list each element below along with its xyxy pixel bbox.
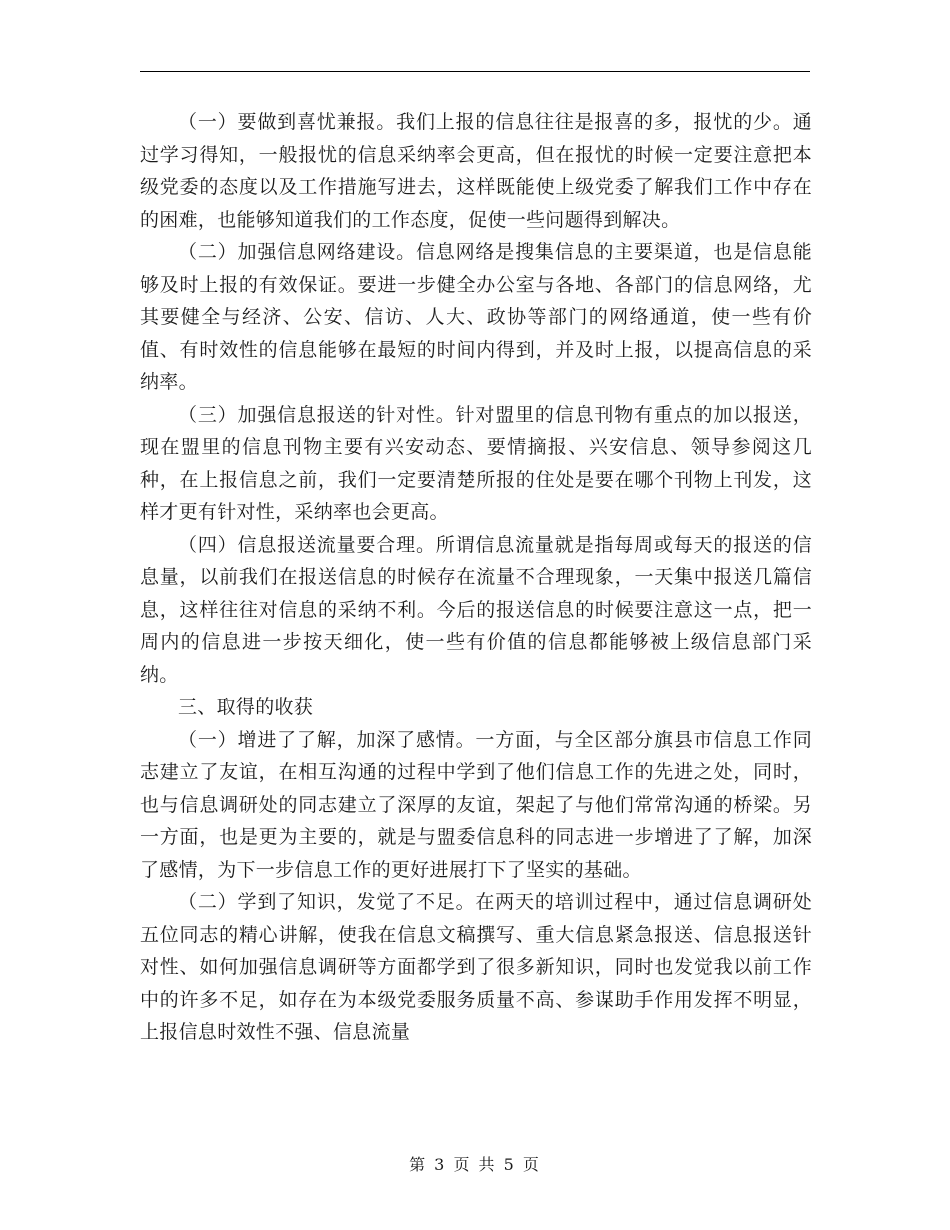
paragraph: （四）信息报送流量要合理。所谓信息流量就是指每周或每天的报送的信息量，以前我们在报送信息的时候存在流量不合理现象，一天集中报送几篇信息，这样往往对信息的采纳不利。今后的报送信息的时候要注意这一点，把一周内的信息进一步按天细化，使一些有价值的信息都能够被上级信息部门采纳。	[140, 533, 812, 686]
paragraph: （二）学到了知识，发觉了不足。在两天的培训过程中，通过信息调研处五位同志的精心讲解，使我在信息文稿撰写、重大信息紧急报送、信息报送针对性、如何加强信息调研等方面都学到了很多新知识，同时也发觉我以前工作中的许多不足，如存在为本级党委服务质量不高、参谋助手作用发挥不明显，上报信息时效性不强、信息流量	[140, 891, 812, 1043]
paragraph: （二）加强信息网络建设。信息网络是搜集信息的主要渠道，也是信息能够及时上报的有效保证。要进一步健全办公室与各地、各部门的信息网络，尤其要健全与经济、公安、信访、人大、政协等部门的网络通道，使一些有价值、有时效性的信息能够在最短的时间内得到，并及时上报，以提高信息的采纳率。	[140, 241, 812, 393]
paragraph: （三）加强信息报送的针对性。针对盟里的信息刊物有重点的加以报送，现在盟里的信息刊物主要有兴安动态、要情摘报、兴安信息、领导参阅这几种，在上报信息之前，我们一定要清楚所报的住处是要在哪个刊物上刊发，这样才更有针对性，采纳率也会更高。	[140, 403, 812, 523]
page-number-footer: 第 3 页 共 5 页	[409, 1155, 541, 1174]
paragraph: （一）要做到喜忧兼报。我们上报的信息往往是报喜的多，报忧的少。通过学习得知，一般报忧的信息采纳率会更高，但在报忧的时候一定要注意把本级党委的态度以及工作措施写进去，这样既能使上级党委了解我们工作中存在的困难，也能够知道我们的工作态度，促使一些问题得到解决。	[140, 111, 812, 231]
section-heading: 三、取得的收获	[178, 696, 314, 718]
document-body	[140, 106, 812, 1049]
paragraph: （一）增进了了解，加深了感情。一方面，与全区部分旗县市信息工作同志建立了友谊，在相互沟通的过程中学到了他们信息工作的先进之处，同时，也与信息调研处的同志建立了深厚的友谊，架起了与他们常常沟通的桥梁。另一方面，也是更为主要的，就是与盟委信息科的同志进一步增进了了解，加深了感情，为下一步信息工作的更好进展打下了坚实的基础。	[140, 728, 812, 881]
header-rule	[140, 71, 810, 72]
